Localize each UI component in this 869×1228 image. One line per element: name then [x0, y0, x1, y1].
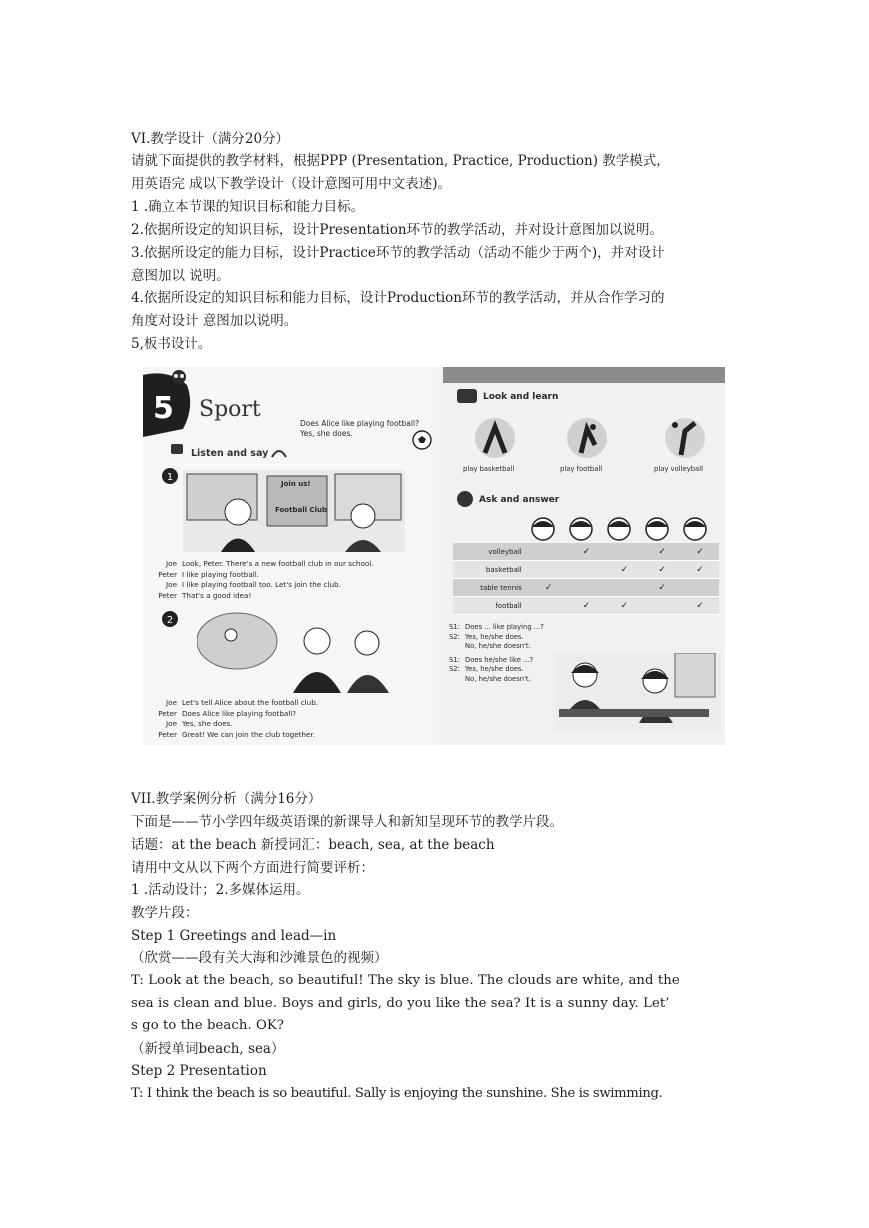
- listen-say-heading: Listen and say: [191, 448, 269, 459]
- section-7-line: 话题：at the beach 新授词汇：beach, sea, at the beach: [131, 837, 495, 853]
- table-row: [453, 579, 719, 597]
- unit-number: 5: [153, 391, 174, 426]
- check-cell: ✓: [643, 543, 681, 561]
- football-icon: [411, 429, 433, 451]
- check-cell: [643, 597, 681, 615]
- section-6-line: 1 .确立本节课的知识目标和能力目标。: [131, 199, 365, 215]
- qa-line: S2: Yes, he/she does.: [449, 632, 524, 641]
- sports-check-table: [453, 543, 719, 615]
- check-cell: ✓: [568, 543, 606, 561]
- qa-pattern: [449, 623, 544, 685]
- football-player-icon: [559, 415, 615, 461]
- check-cell: [530, 597, 568, 615]
- section-7-title: VII.教学案例分析（满分16分）: [131, 791, 322, 807]
- check-cell: [681, 579, 719, 597]
- sport-label: play basketball: [463, 465, 515, 473]
- dialog-line: Peter Does Alice like playing football?: [158, 708, 297, 718]
- check-cell: ✓: [643, 579, 681, 597]
- headphones-icon: [270, 447, 288, 459]
- sport-name-cell: basketball: [453, 561, 530, 579]
- check-cell: [605, 579, 643, 597]
- step-2-icon: [161, 610, 179, 628]
- basketball-icon: [467, 415, 523, 461]
- illustration-boys-talking: [197, 611, 405, 693]
- volleyball-icon: [657, 415, 713, 461]
- key-question: Does Alice like playing football?: [300, 419, 420, 428]
- check-cell: ✓: [605, 597, 643, 615]
- section-7-line: sea is clean and blue. Boys and girls, do you like the sea? It is a sunny day. Let’: [131, 996, 670, 1011]
- check-cell: [530, 543, 568, 561]
- sign-join-us: Join us!: [281, 480, 311, 488]
- section-7-line: Step 2 Presentation: [131, 1063, 267, 1079]
- children-faces: [523, 515, 719, 543]
- unit-title: Sport: [199, 397, 261, 422]
- check-cell: ✓: [605, 561, 643, 579]
- dialog-1: [143, 559, 374, 601]
- section-6-line: 4.依据所设定的知识目标和能力目标，设计Production环节的教学活动，并从合作学习的: [131, 290, 665, 306]
- qa-line: S2: Yes, he/she does.: [449, 665, 524, 674]
- dialog-line: Joe Let's tell Alice about the football club.: [166, 698, 319, 707]
- check-cell: ✓: [681, 561, 719, 579]
- dialog-line: Peter That's a good idea!: [158, 590, 252, 600]
- section-7-line: 1 .活动设计；2.多媒体运用。: [131, 882, 310, 898]
- table-row: [453, 561, 719, 579]
- section-7-line: s go to the beach. OK?: [131, 1018, 285, 1033]
- section-7-line: Step 1 Greetings and lead—in: [131, 928, 337, 944]
- section-7-line: （欣赏——段有关大海和沙滩景色的视频）: [131, 950, 388, 966]
- section-7-line: 请用中文从以下两个方面进行简要评析：: [131, 860, 374, 876]
- sport-name-cell: table tennis: [453, 579, 530, 597]
- check-cell: [568, 561, 606, 579]
- step-1-icon: [161, 467, 179, 485]
- table-row: [453, 597, 719, 615]
- check-cell: ✓: [681, 543, 719, 561]
- illustration-girls-desk: [555, 653, 721, 731]
- section-7-line: 下面是——节小学四年级英语课的新课导人和新知呈现环节的教学片段。: [131, 814, 563, 830]
- ask-answer-icon: [455, 490, 475, 508]
- dialog-line: Peter Great! We can join the club together.: [158, 729, 316, 739]
- section-7-line: T: Look at the beach, so beautiful! The sky is blue. The clouds are white, and the: [131, 973, 680, 988]
- look-learn-heading: Look and learn: [483, 392, 559, 402]
- dialog-line: Peter I like playing football.: [158, 569, 260, 579]
- sport-name-cell: football: [453, 597, 530, 615]
- table-row: [453, 543, 719, 561]
- check-cell: ✓: [568, 597, 606, 615]
- svg-text:1: 1: [166, 472, 174, 483]
- sport-name-cell: volleyball: [453, 543, 530, 561]
- section-7-line: T: I think the beach is so beautiful. Sally is enjoying the sunshine. She is swimming.: [131, 1086, 663, 1101]
- check-cell: ✓: [643, 561, 681, 579]
- section-6-line: 意图加以 说明。: [131, 268, 230, 284]
- dialog-line: Joe Yes, she does.: [166, 719, 233, 728]
- page-top-band: [443, 367, 725, 383]
- section-6-line: 用英语完 成以下教学设计（设计意图可用中文表述)。: [131, 176, 452, 192]
- section-6-line: 角度对设计 意图加以说明。: [131, 313, 298, 329]
- sign-football-club: Football Club: [275, 506, 327, 514]
- check-cell: [530, 561, 568, 579]
- textbook-page-image: [143, 367, 725, 745]
- section-7-line: 教学片段：: [131, 905, 199, 921]
- look-learn-icon: [455, 387, 479, 405]
- qa-line: S1: Does ... like playing ...?: [449, 623, 544, 631]
- dialog-line: Joe I like playing football too. Let's join the club.: [166, 580, 341, 589]
- section-6-line: 2.依据所设定的知识目标，设计Presentation环节的教学活动，并对设计意图加以说明。: [131, 222, 664, 238]
- ask-answer-heading: Ask and answer: [479, 495, 560, 505]
- qa-line: No, he/she doesn't.: [465, 642, 531, 651]
- check-cell: [568, 579, 606, 597]
- dialog-line: Joe Look, Peter. There's a new football club in our school.: [166, 559, 374, 568]
- sport-label: play football: [560, 465, 603, 473]
- svg-text:2: 2: [166, 615, 174, 626]
- section-6-line: 3.依据所设定的能力目标，设计Practice环节的教学活动（活动不能少于两个)，并对设计: [131, 245, 665, 261]
- section-6-line: 5,板书设计。: [131, 336, 212, 352]
- key-answer: Yes, she does.: [300, 429, 353, 438]
- sport-label: play volleyball: [654, 465, 703, 473]
- qa-line: No, he/she doesn't.: [465, 674, 531, 683]
- section-7-line: （新授单词beach, sea）: [131, 1041, 285, 1057]
- check-cell: [605, 543, 643, 561]
- qa-line: S1: Does he/she like ...?: [449, 655, 534, 664]
- check-cell: ✓: [681, 597, 719, 615]
- section-6-title: VI.教学设计（满分20分）: [131, 131, 290, 147]
- dialog-2: [143, 698, 318, 740]
- check-cell: ✓: [530, 579, 568, 597]
- listen-icon: [169, 442, 185, 456]
- section-6-line: 请就下面提供的教学材料，根据PPP (Presentation, Practice, Production) 教学模式，: [131, 153, 670, 169]
